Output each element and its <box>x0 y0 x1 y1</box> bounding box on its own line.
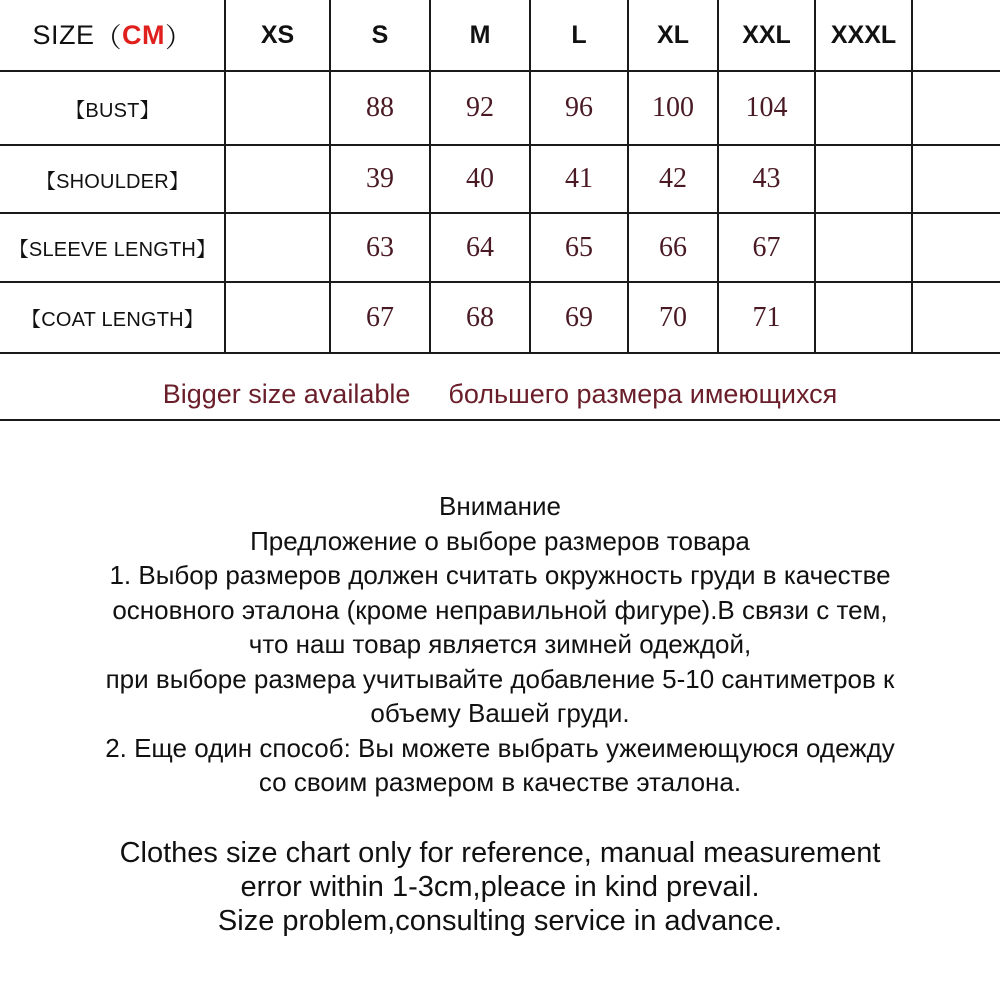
measurement-value: 69 <box>565 301 593 333</box>
measurement-value: 100 <box>652 92 694 123</box>
advice-line: при выборе размера учитывайте добавление 5-10 сантиметров к <box>105 663 895 694</box>
size-column-header: M <box>469 21 491 49</box>
measurement-value: 71 <box>752 301 781 333</box>
measurement-value: 41 <box>565 163 593 194</box>
advice-line: со своим размером в качестве эталона. <box>258 767 742 797</box>
bigger-size-notice-en: Bigger size available <box>162 378 411 409</box>
notice-bottom-divider <box>0 419 1000 421</box>
measurement-label: 【BUST】 <box>65 99 160 122</box>
size-label: SIZE <box>32 20 95 50</box>
measurement-value: 39 <box>366 163 394 194</box>
advice-line: Предложение о выборе размеров товара <box>250 525 750 556</box>
advice-line: 1. Выбор размеров должен считать окружность груди в качестве <box>109 560 891 590</box>
size-column-header: XS <box>260 21 295 49</box>
measurement-value <box>225 71 330 145</box>
disclaimer-line: Clothes size chart only for reference, manual measurement <box>119 837 881 869</box>
size-advice-text <box>0 489 1000 800</box>
measurement-value: 64 <box>466 231 494 263</box>
measurement-value: 96 <box>565 92 593 123</box>
size-column-header: L <box>571 21 587 49</box>
measurement-value: 42 <box>659 163 687 194</box>
measurement-label: 【COAT LENGTH】 <box>21 309 204 331</box>
measurement-value: 63 <box>366 231 394 263</box>
measurement-value: 70 <box>659 301 687 333</box>
advice-line: 2. Еще один способ: Вы можете выбрать ужеимеющуюся одежду <box>105 732 895 763</box>
unit-label: CM <box>122 20 165 50</box>
measurement-value: 65 <box>565 231 593 263</box>
measurement-value: 104 <box>745 92 788 123</box>
advice-line: что наш товар является зимней одеждой, <box>248 629 752 659</box>
measurement-value <box>815 145 912 213</box>
size-unit-header <box>0 0 225 71</box>
measurement-value <box>815 282 912 353</box>
measurement-value: 40 <box>466 163 494 194</box>
advice-line: Внимание <box>439 491 561 521</box>
measurement-value <box>815 71 912 145</box>
measurement-value <box>225 213 330 282</box>
measurement-value: 66 <box>659 231 687 263</box>
size-column-header: XL <box>657 21 689 49</box>
measurement-value: 92 <box>466 92 494 123</box>
size-column-header: XXXL <box>830 21 897 49</box>
measurement-value: 43 <box>752 163 781 194</box>
advice-line: объему Вашей груди. <box>370 698 630 728</box>
measurement-value: 67 <box>752 231 781 263</box>
measurement-label: 【SHOULDER】 <box>35 170 190 193</box>
bigger-size-notice <box>0 374 1000 414</box>
disclaimer-line: Size problem,consulting service in advance. <box>217 905 783 937</box>
measurement-label: 【SLEEVE LENGTH】 <box>8 239 217 261</box>
measurement-value: 88 <box>366 92 394 123</box>
size-column-header: XXL <box>742 21 791 49</box>
unit-open-paren: （ <box>94 23 122 53</box>
disclaimer-line: error within 1-3cm,pleace in kind prevail. <box>240 871 760 903</box>
measurement-value: 67 <box>366 301 394 333</box>
measurement-value <box>815 213 912 282</box>
advice-line: основного эталона (кроме неправильной фигуре).В связи с тем, <box>112 594 888 625</box>
bigger-size-notice-ru: большего размера имеющихся <box>448 378 838 409</box>
measurement-disclaimer <box>0 836 1000 938</box>
measurement-value <box>225 282 330 353</box>
measurement-value: 68 <box>466 301 494 333</box>
measurement-value <box>225 145 330 213</box>
size-column-header: S <box>371 21 389 49</box>
unit-close-paren: ） <box>165 23 193 53</box>
